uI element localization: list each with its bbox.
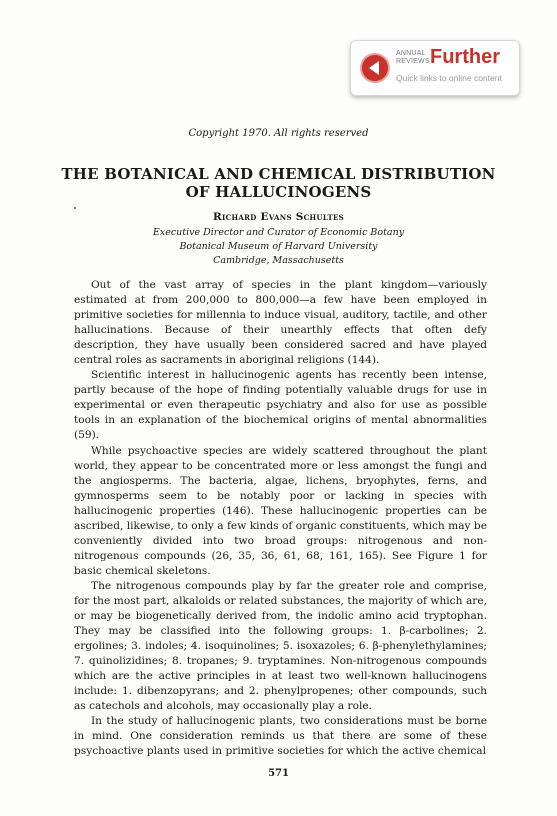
affiliation-line-1: Executive Director and Curator of Economic Botany: [152, 227, 405, 238]
quick-links-text: Quick links to online content: [396, 73, 502, 83]
affiliation-line-3: Cambridge, Massachusetts: [213, 255, 344, 266]
copyright-notice: Copyright 1970. All rights reserved: [188, 128, 369, 139]
article-body: [74, 278, 487, 760]
annual-reviews-further-badge[interactable]: [350, 40, 520, 96]
affiliation-line-2: Botanical Museum of Harvard University: [179, 241, 378, 252]
author-name: Richard Evans Schultes: [212, 211, 344, 223]
paragraph-1: Out of the vast array of species in the plant kingdom—variously estimated at from 200,000 to 800,000—a few have been employed in primitive societies for millennia to induce visual, auditory, tactile, and other hallucinations. Because of their unearthly effects that often defy description, they have usually been considered sacred and have played central roles as sacraments in aboriginal religions (144).: [74, 279, 487, 367]
paragraph-2: Scientific interest in hallucinogenic agents has recently been intense, partly because of the hope of finding potentially valuable drugs for use in experimental or even therapeutic psychiatry and also for use as possible tools in an explanation of the biochemical origins of mental abnormalities (59).: [74, 369, 487, 442]
back-arrow-icon[interactable]: [360, 53, 390, 83]
page-number: 571: [268, 768, 289, 779]
paragraph-5: In the study of hallucinogenic plants, two considerations must be borne in mind. One consideration reminds us that there are some of these psychoactive plants used in primitive societies for which the active chemical: [74, 715, 487, 758]
annual-reviews-logo-text: ANNUAL REVIEWS: [396, 50, 430, 65]
paragraph-3: While psychoactive species are widely scattered throughout the plant world, they appear to be concentrated more or less amongst the fungi and the angiosperms. The bacteria, algae, lichens, bryophytes, ferns, and gymnosperms seem to be notably poor or lacking in species with hallucinogenic properties (146). These hallucinogenic properties can be ascribed, likewise, to only a few kinds of organic constituents, which may be conveniently divided into two broad groups: nitrogenous and non-nitrogenous compounds (26, 35, 36, 61, 68, 161, 165). See Figure 1 for basic chemical skeletons.: [74, 444, 487, 577]
article-title: [60, 165, 497, 201]
title-line-1: THE BOTANICAL AND CHEMICAL DISTRIBUTION: [61, 165, 496, 183]
further-label: Further: [430, 46, 500, 68]
stray-mark: [74, 207, 76, 209]
title-line-2: OF HALLUCINOGENS: [185, 183, 372, 201]
paragraph-4: The nitrogenous compounds play by far the greater role and comprise, for the most part, alkaloids or related substances, the majority of which are, or may be biogenetically derived from, the indolic amino acid tryptophan. They may be classified into the following groups: 1. β-carbolines; 2. ergolines; 3. indoles; 4. isoquinolines; 5. isoxazoles; 6. β-phenylethylamines; 7. quinolizidines; 8. tropanes; 9. tryptamines. Non-nitrogenous compounds which are the active principles in at least two well-known hallucinogens include: 1. dibenzopyrans; and 2. phenylpropenes; other compounds, such as catechols and alcohols, may occasionally play a role.: [74, 579, 487, 713]
